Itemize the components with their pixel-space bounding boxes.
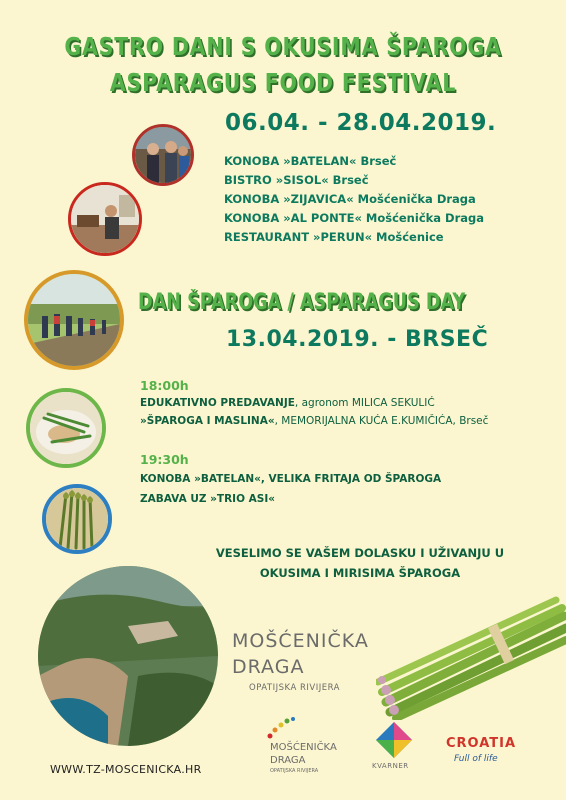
venue-item: KONOBA »ZIJAVICA« Mošćenička Draga <box>224 192 476 206</box>
asparagus-bundle-image <box>376 594 566 720</box>
program-time-2: 19:30h <box>140 452 189 467</box>
small-logo-line2: DRAGA <box>270 755 306 766</box>
program-dinner: KONOBA »BATELAN«, VELIKA FRITAJA OD ŠPAROGA <box>140 473 442 485</box>
title-croatian: GASTRO DANI S OKUSIMA ŠPAROGA <box>64 32 502 61</box>
day-title: DAN ŠPAROGA / ASPARAGUS DAY <box>138 290 466 315</box>
closing-message: VESELIMO SE VAŠEM DOLASKU I UŽIVANJU U OKUSIMA I MIRISIMA ŠPAROGA <box>215 546 505 580</box>
croatia-tagline: Full of life <box>454 754 498 764</box>
venue-item: KONOBA »AL PONTE« Mošćenička Draga <box>224 211 485 225</box>
photo-asparagus-bunch <box>42 484 112 554</box>
brand-name-line1: MOŠĆENIČKA <box>232 630 369 652</box>
festival-dates: 06.04. - 28.04.2019. <box>225 110 497 136</box>
photo-musicians <box>132 124 194 186</box>
kvarner-logo-icon <box>376 722 412 758</box>
program-lecture: EDUKATIVNO PREDAVANJE, agronom MILICA SEKULIĆ <box>140 397 435 409</box>
small-logo-line1: MOŠĆENIČKA <box>270 742 337 753</box>
kvarner-label: KVARNER <box>372 762 409 770</box>
small-logo-line3: OPATIJSKA RIVIJERA <box>270 768 319 774</box>
photo-coastline <box>38 566 218 746</box>
brand-name-line2: DRAGA <box>232 656 305 678</box>
program-time-1: 18:00h <box>140 378 189 393</box>
venue-list <box>224 152 484 247</box>
venue-item: KONOBA »BATELAN« Brseč <box>224 154 397 168</box>
program-lecture-title: »ŠPAROGA I MASLINA«, MEMORIJALNA KUĆA E.KUMIČIĆA, Brseč <box>140 415 489 427</box>
day-date: 13.04.2019. - BRSEČ <box>226 327 489 352</box>
dots-logo-icon <box>266 716 296 740</box>
croatia-logo: CROATIA <box>446 736 517 751</box>
program-music: ZABAVA UZ »TRIO ASI« <box>140 493 276 505</box>
brand-subtitle: OPATIJSKA RIVIJERA <box>249 683 340 693</box>
website-url[interactable]: WWW.TZ-MOSCENICKA.HR <box>50 763 202 776</box>
photo-hikers <box>24 270 124 370</box>
photo-asparagus-dish <box>26 388 106 468</box>
venue-item: BISTRO »SISOL« Brseč <box>224 173 369 187</box>
photo-restaurant <box>68 182 142 256</box>
title-english: ASPARAGUS FOOD FESTIVAL <box>109 68 457 97</box>
venue-item: RESTAURANT »PERUN« Mošćenice <box>224 230 444 244</box>
